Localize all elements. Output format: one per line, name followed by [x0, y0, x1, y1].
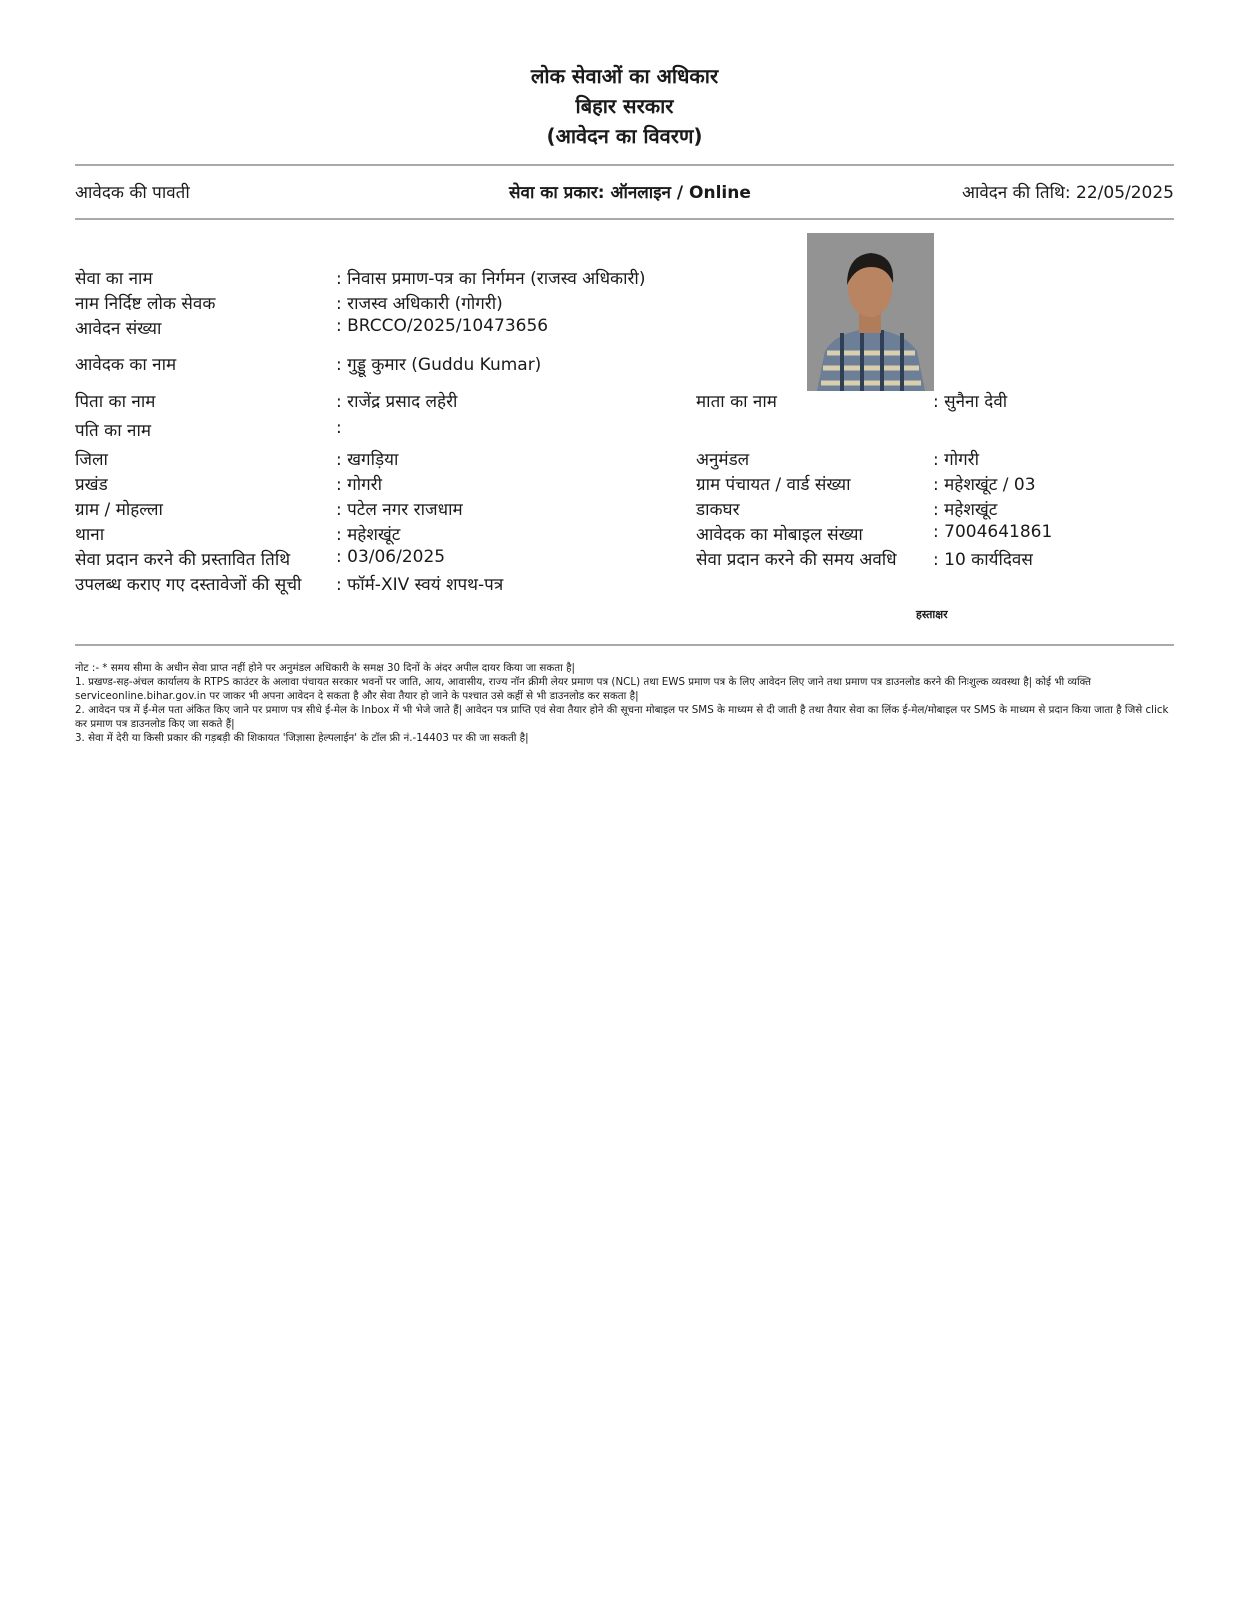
officer-value: : राजस्व अधिकारी (गोगरी) — [336, 294, 503, 314]
village-value: : पटेल नगर राजधाम — [336, 500, 463, 520]
police-station-value: : महेशखूंट — [336, 525, 401, 545]
receipt-label: आवेदक की पावती — [75, 183, 190, 203]
village-label: ग्राम / मोहल्ला — [75, 500, 163, 520]
note-item-3: 3. सेवा में देरी या किसी प्रकार की गड़बड़ी की शिकायत 'जिज्ञासा हेल्पलाईन' के टॉल फ्री नं.-14403 पर की जा सकती है| — [75, 732, 529, 744]
applicant-photo — [807, 233, 934, 391]
father-name-value: : राजेंद्र प्रसाद लहेरी — [336, 392, 458, 412]
mother-name-value: : सुनैना देवी — [933, 392, 1008, 412]
delivery-date-label: सेवा प्रदान करने की प्रस्तावित तिथि — [75, 550, 291, 570]
mobile-label: आवेदक का मोबाइल संख्या — [696, 525, 863, 545]
husband-name-label: पति का नाम — [75, 421, 152, 441]
service-type-value: ऑनलाइन / Online — [610, 183, 751, 203]
application-date-label: आवेदन की तिथि: — [961, 183, 1071, 203]
meta-divider — [75, 218, 1174, 220]
application-no-value: : BRCCO/2025/10473656 — [336, 316, 549, 336]
signature-label: हस्ताक्षर — [916, 608, 948, 621]
application-date — [962, 180, 1174, 203]
application-date-value: 22/05/2025 — [1076, 183, 1174, 203]
note-item-1: 1. प्रखण्ड-सह-अंचल कार्यालय के RTPS काउंटर के अलावा पंचायत सरकार भवनों पर जाति, आय, आवासीय, राज्य नॉन क्रीमी लेयर प्रमाण पत्र (NCL) तथा EWS प्रमाण पत्र के लिए आवेदन लिए जाने तथा प्रमाण पत्र डाउनलोड करने की निःशुल्क व्यवस्था है| कोई भी व्यक्ति serviceonline.bihar.gov.in पर जाकर भी अपना आवेदन दे सकता है और सेवा तैयार हो जाने के पश्चात उसे कहीं से भी डाउनलोड कर सकता है| — [75, 676, 1092, 702]
header-title: लोक सेवाओं का अधिकार — [530, 64, 719, 88]
father-name-label: पिता का नाम — [75, 392, 156, 412]
time-limit-label: सेवा प्रदान करने की समय अवधि — [696, 550, 897, 570]
panchayat-label: ग्राम पंचायत / वार्ड संख्या — [696, 475, 851, 495]
police-station-label: थाना — [75, 525, 105, 545]
time-limit-value: : 10 कार्यदिवस — [933, 550, 1033, 570]
application-no-label: आवेदन संख्या — [75, 319, 162, 339]
applicant-name-label: आवेदक का नाम — [75, 355, 177, 375]
district-value: : खगड़िया — [336, 450, 399, 470]
header-subtitle: (आवेदन का विवरण) — [546, 124, 703, 148]
block-value: : गोगरी — [336, 475, 383, 495]
panchayat-value: : महेशखूंट / 03 — [933, 475, 1036, 495]
documents-value: : फॉर्म-XIV स्वयं शपथ-पत्र — [336, 575, 504, 595]
block-label: प्रखंड — [75, 475, 108, 495]
post-office-value: : महेशखूंट — [933, 500, 998, 520]
header-government: बिहार सरकार — [575, 94, 674, 118]
mother-name-label: माता का नाम — [696, 392, 777, 412]
applicant-name-value: : गुड्डू कुमार (Guddu Kumar) — [336, 355, 542, 375]
delivery-date-value: : 03/06/2025 — [336, 547, 446, 567]
subdivision-label: अनुमंडल — [696, 450, 750, 470]
district-label: जिला — [75, 450, 108, 470]
mobile-value: : 7004641861 — [933, 522, 1053, 542]
service-type — [509, 180, 751, 203]
husband-name-value: : — [336, 418, 342, 438]
top-divider — [75, 164, 1174, 166]
note-intro: नोट :- * समय सीमा के अधीन सेवा प्राप्त नहीं होने पर अनुमंडल अधिकारी के समक्ष 30 दिनों के अंदर अपील दायर किया जा सकता है| — [75, 662, 576, 674]
service-type-label: सेवा का प्रकार: — [509, 183, 605, 203]
post-office-label: डाकघर — [696, 500, 740, 520]
note-item-2: 2. आवेदन पत्र में ई-मेल पता अंकित किए जाने पर प्रमाण पत्र सीधे ई-मेल के Inbox में भी भेजे जाते हैं| आवेदन पत्र प्राप्ति एवं सेवा तैयार होने की सूचना मोबाइल पर SMS के माध्यम से दी जाती है तथा तैयार सेवा का लिंक ई-मेल/मोबाइल पर SMS के माध्यम से प्रदान किया जाता है जिसे click कर प्रमाण पत्र डाउनलोड किए जा सकते हैं| — [75, 704, 1169, 730]
officer-label: नाम निर्दिष्ट लोक सेवक — [75, 294, 216, 314]
service-name-value: : निवास प्रमाण-पत्र का निर्गमन (राजस्व अधिकारी) — [336, 269, 646, 289]
service-name-label: सेवा का नाम — [75, 269, 153, 289]
notes-divider — [75, 644, 1174, 646]
notes-section — [75, 661, 1175, 745]
subdivision-value: : गोगरी — [933, 450, 980, 470]
documents-label: उपलब्ध कराए गए दस्तावेजों की सूची — [75, 575, 302, 595]
